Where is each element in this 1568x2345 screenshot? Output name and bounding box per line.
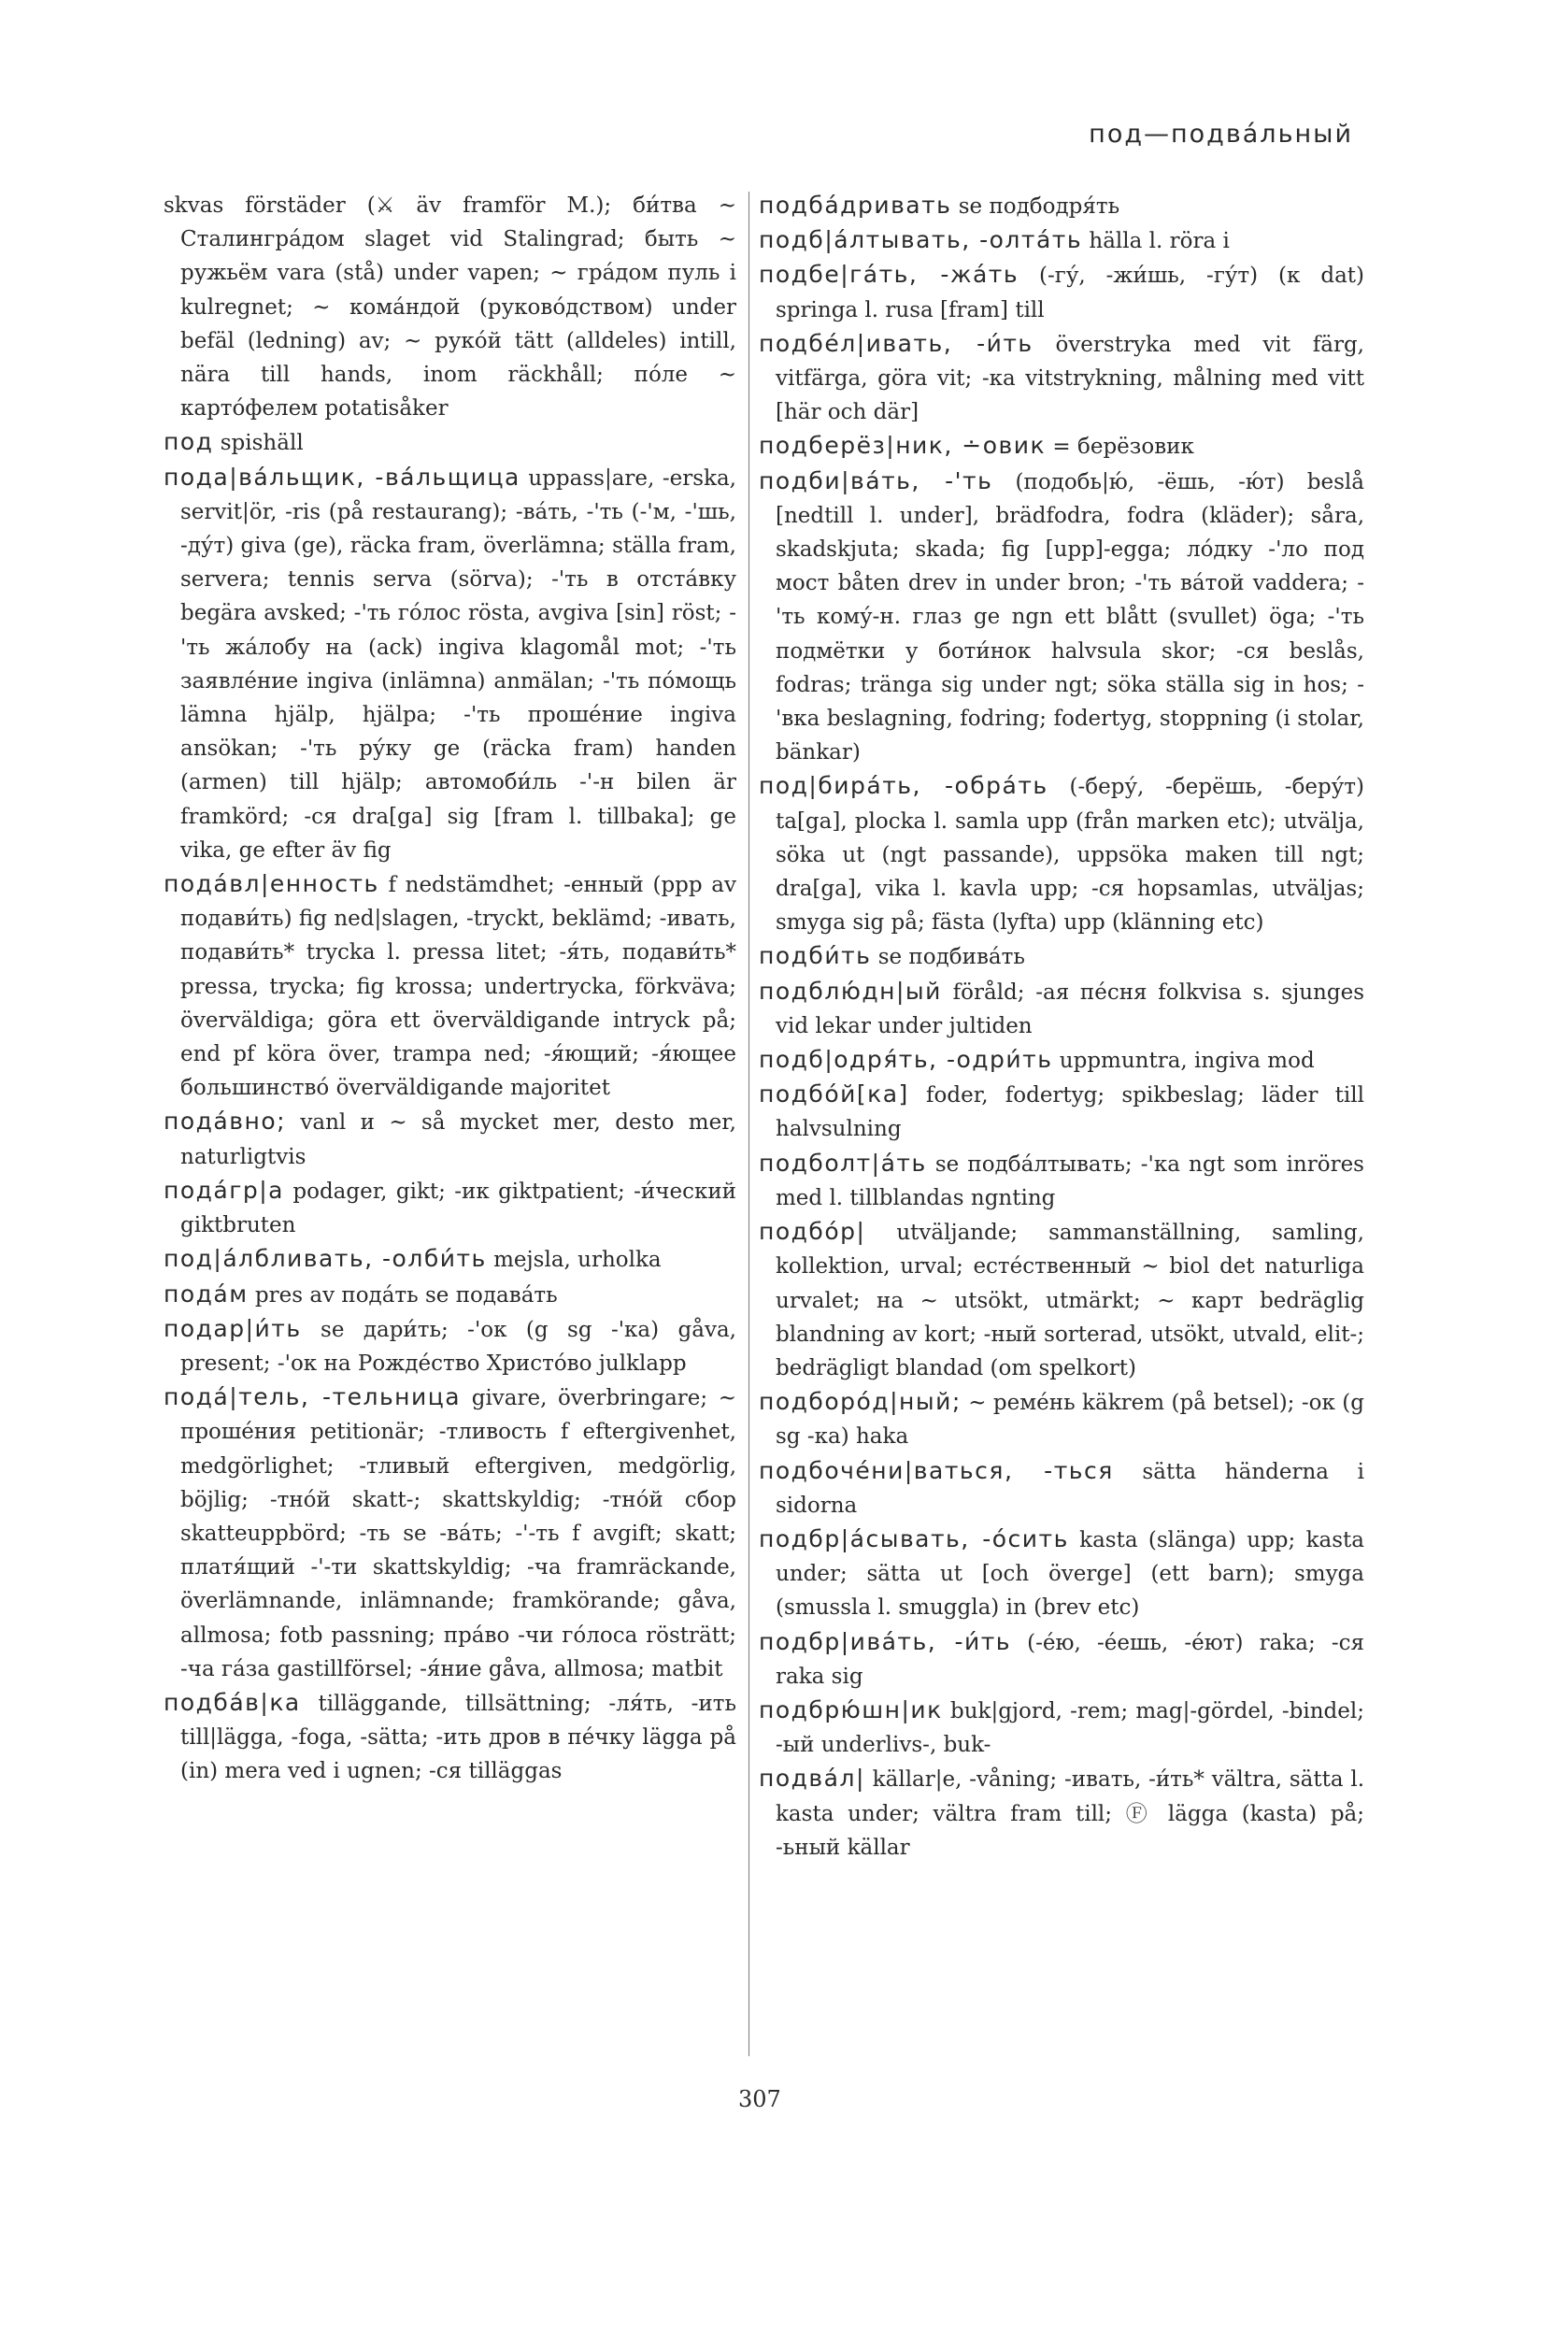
entry-definition: föråld; -ая пе́сня folkvisa s. sjunges vid lekar under jultiden [776,979,1364,1038]
dictionary-entry [759,975,1364,1043]
dictionary-entry [759,1215,1364,1385]
entry-headword: подба́дривать [759,192,952,219]
entry-headword: подбрю́шн|ик [759,1695,943,1723]
entry-headword: подва́л| [759,1765,865,1793]
entry-definition: buk|gjord, -rem; mag|-gördel, -bindel; -ый underlivs-, buk- [776,1698,1364,1758]
entry-headword: подбо́й[ка] [759,1080,909,1108]
entry-definition: spishäll [213,431,304,456]
dictionary-entry [164,1312,736,1380]
entry-headword: подбо́р| [759,1218,866,1246]
dictionary-entry [164,1174,736,1242]
dictionary-entry [759,1762,1364,1865]
entry-headword: подбе|га́ть, -жа́ть [759,261,1019,289]
entry-headword: под|бира́ть, -обра́ть [759,772,1048,800]
dictionary-entry [164,189,736,425]
entry-headword: подб|а́лтывать, -олта́ть [759,226,1083,254]
dictionary-entry [759,769,1364,939]
dictionary-entry [759,1454,1364,1523]
dictionary-entry [164,1380,736,1686]
entry-headword: подба́в|ка [164,1688,301,1716]
entry-definition: utväljande; sammanställning, samling, kollektion, urval; есте́ственный ~ biol det naturliga urvalet; на ~ utsökt, utmärkt; ~ карт bedräglig blandning av kort; -ный sorterad, utsökt, utvald, elit-; bedrägligt blandad (om spelkort) [776,1221,1364,1380]
entry-definition: foder, fodertyg; spikbeslag; läder till halvsulning [776,1083,1364,1142]
entry-headword: подблю́дн|ый [759,977,942,1005]
dictionary-entry [164,1278,736,1312]
entry-headword: подби́ть [759,942,872,970]
column-divider [748,192,749,2056]
right-column [759,189,1364,1865]
entry-definition: ~ реме́нь käkrem (på betsel); -ок (g sg -ка) haka [776,1391,1364,1450]
entry-definition: skvas förstäder (⚔ äv framför M.); би́тва ~ Сталингра́дом slaget vid Stalingrad; быть ~ ружьём vara (stå) under vapen; ~ гра́дом пуль i kulregnet; ~ кома́ндой (руково́дством) under befäl (ledning) av; ~ руко́й tätt (alldeles) intill, nära till hands, inom räckhåll; по́ле ~ карто́фелем potatisåker [164,193,736,422]
entry-headword: пода́|тель, -тельница [164,1383,462,1411]
dictionary-entry [759,1523,1364,1625]
entry-headword: подбр|а́сывать, -о́сить [759,1524,1069,1552]
dictionary-entry [164,461,736,867]
entry-definition: pres av пода́ть se подава́ть [248,1282,558,1308]
entry-definition: (подобь|ю́, -ёшь, -ю́т) beslå [nedtill l. under], brädfodra, fodra (kläder); såra, skadskjuta; skada; fig [upp]-egga; ло́дку -'ло под мост båten drev in under bron; -'ть ва́той vaddera; -'ть кому́-н. глаз ge ngn ett blått (svullet) öga; -'ть подмётки у боти́нок halvsula skor; -ся beslås, fodras; tränga sig under ngt; söka ställa sig in hos; -'вка beslagning, fodring; fodertyg, stoppning (i stolar, bänkar) [776,469,1364,765]
entry-definition: se дари́ть; -'ок (g sg -'ка) gåva, present; -'ок на Рожде́ство Христо́во julklapp [180,1317,736,1376]
dictionary-entry [759,465,1364,770]
entry-definition: se подбива́ть [871,945,1025,970]
entry-definition: f nedstämdhet; -енный (ppp av подави́ть) fig ned|slagen, -tryckt, beklämd; -ивать, подави́ть* trycka l. pressa litet; -я́ть, подави́ть* pressa, trycka; fig krossa; undertrycka, förkväva; överväldiga; göra ett överväldigande intryck på; end pf köra över, trampa ned; -я́ющий; -я́ющее большинство́ överväldigande majoritet [180,873,736,1101]
entry-headword: пода́м [164,1280,249,1308]
entry-headword: подболт|а́ть [759,1149,927,1177]
dictionary-entry [164,1242,736,1277]
left-column [164,189,736,1789]
entry-headword: подб|одря́ть, -одри́ть [759,1046,1053,1074]
entry-definition: (-е́ю, -е́ешь, -е́ют) raka; -ся raka sig [776,1630,1364,1689]
entry-definition: = берёзовик [1046,435,1194,460]
dictionary-entry [759,429,1364,464]
dictionary-entry [759,223,1364,258]
dictionary-entry [759,327,1364,430]
entry-headword: пода́вно; [164,1108,287,1136]
dictionary-entry [759,1043,1364,1078]
entry-headword: подар|и́ть [164,1314,302,1342]
entry-headword: подбе́л|ивать, -и́ть [759,329,1033,357]
dictionary-entry [759,1078,1364,1146]
entry-headword: подберёз|ник, ∸овик [759,432,1047,460]
entry-headword: подборо́д|ный; [759,1388,962,1416]
entry-definition: tilläggande, tillsättning; -ля́ть, -ить till|lägga, -foga, -sätta; -ить дров в пе́чку lägga på (in) mera ved i ugnen; -ся tilläggas [180,1691,736,1784]
entry-definition: (-гу́, -жи́шь, -гу́т) (к dat) springa l. rusa [fram] till [776,264,1364,322]
entry-definition: kasta (slänga) upp; kasta under; sätta ut [och överge] (ett barn); smyga (smussla l. smuggla) in (brev etc) [776,1527,1364,1621]
entry-definition: uppmuntra, ingiva mod [1052,1049,1315,1074]
entry-definition: (-беру́, -берёшь, -беру́т) ta[ga], plocka l. samla upp (från marken etc); utvälja, söka ut (ngt passande), uppsöka maken till ngt; dra[ga], vika l. kavla upp; -ся hopsamlas, utväljas; smyga sig på; fästa (lyfta) upp (klänning etc) [776,775,1364,936]
entry-definition: vanl и ~ så mycket mer, desto mer, naturligtvis [180,1110,736,1169]
entry-definition: mejsla, urholka [486,1248,662,1273]
entry-headword: под [164,428,214,456]
entry-headword: пода́гр|а [164,1176,284,1204]
dictionary-entry [759,1147,1364,1215]
dictionary-entry [164,1105,736,1173]
entry-headword: под|а́лбливать, -олби́ть [164,1245,487,1273]
entry-definition: överstryka med vit färg, vitfärga, göra vit; -ка vitstrykning, målning med vitt [här och där] [776,332,1364,425]
entry-definition: källar|e, -våning; -ивать, -и́ть* vältra, sätta l. kasta under; vältra fram till; Ⓕ lägga (kasta) på; -ьный källar [776,1767,1364,1860]
page-number: 307 [738,2086,781,2112]
dictionary-entry [164,425,736,460]
dictionary-entry [759,1625,1364,1694]
entry-headword: подбр|ива́ть, -и́ть [759,1627,1012,1655]
dictionary-entry [759,1385,1364,1453]
entry-definition: podager, gikt; -ик giktpatient; -и́ческий giktbruten [180,1179,736,1238]
entry-headword: подби|ва́ть, -'ть [759,466,993,494]
entry-headword: подбоче́ни|ваться, -ться [759,1456,1114,1484]
dictionary-entry [759,1694,1364,1762]
entry-definition: se подбодря́ть [951,194,1120,219]
entry-definition: uppass|are, -erska, servit|ör, -ris (på restaurang); -ва́ть, -'ть (-'м, -'шь, -ду́т) giva (ge), räcka fram, överlämna; ställa fram, servera; tennis serva (sörva); -'ть в отста́вку begära avsked; -'ть го́лос rösta, avgiva [sin] röst; -'ть жа́лобу на (ack) ingiva klagomål mot; -'ть заявле́ние ingiva (inlämna) anmälan; -'ть по́мощь lämna hjälp, hjälpa; -'ть проше́ние ingiva ansökan; -'ть ру́ку ge (räcka fram) handen (armen) till hjälp; автомоби́ль -'-н bilen är framkörd; -ся dra[ga] sig [fram l. tillbaka]; ge vika, ge efter äv fig [180,465,736,863]
dictionary-entry [164,1686,736,1789]
dictionary-entry [759,189,1364,223]
entry-headword: пода́вл|енность [164,870,379,898]
dictionary-entry [759,258,1364,326]
entry-definition: sätta händerna i sidorna [776,1459,1364,1518]
entry-definition: se подба́лтывать; -'ка ngt som inröres med l. tillblandas ngnting [776,1151,1364,1210]
entry-definition: hälla l. röra i [1082,229,1230,254]
entry-definition: givare, överbringare; ~ проше́ния petitionär; -тливость f eftergivenhet, medgörlighet; -тливый eftergiven, medgörlig, böjlig; -тно́й skatt-; skattskyldig; -тно́й сбор skatteuppbörd; -ть se -ва́ть; -'-ть f avgift; skatt; платя́щий -'-ти skattskyldig; -ча framräckande, överlämnande, inlämnande; framkörande; gåva, allmosa; fotb passning; пра́во -чи го́лоса rösträtt; -ча га́за gastillförsel; -я́ние gåva, allmosa; matbit [180,1386,737,1681]
entry-headword: пода|ва́льщик, -ва́льщица [164,463,520,491]
dictionary-entry [164,867,736,1105]
running-head: под—подва́льный [1089,120,1353,149]
dictionary-entry [759,939,1364,974]
